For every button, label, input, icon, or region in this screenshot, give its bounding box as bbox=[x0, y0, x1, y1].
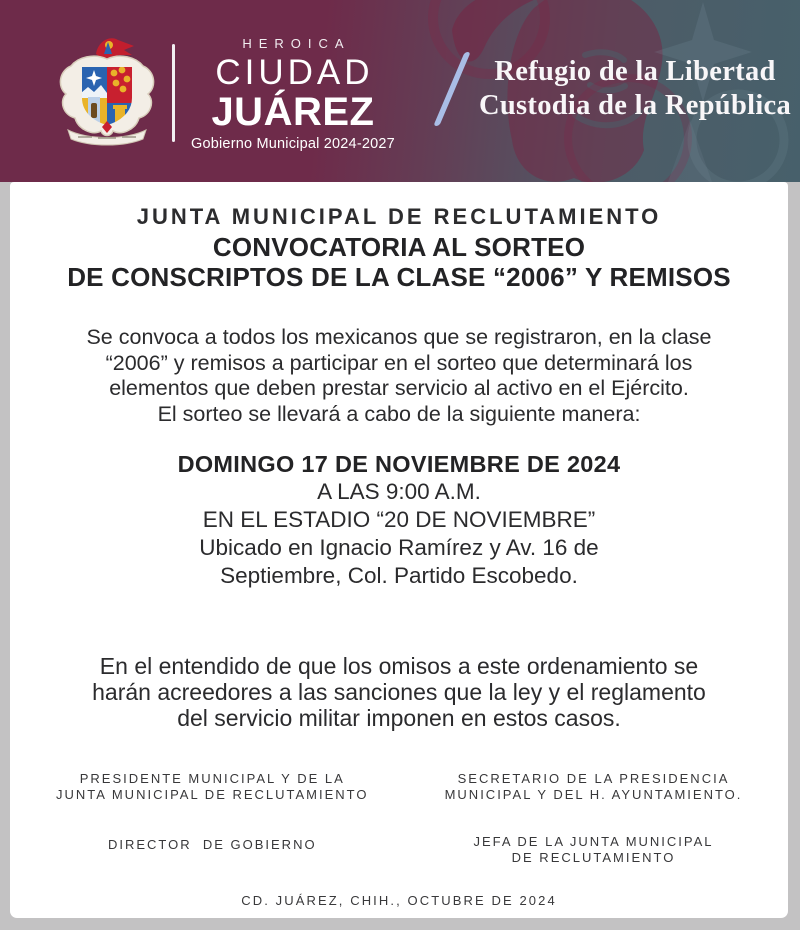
brand-gobierno: Gobierno Municipal 2024-2027 bbox=[191, 136, 395, 152]
slogan-text bbox=[479, 55, 791, 123]
title-conscriptos: DE CONSCRIPTOS DE LA CLASE “2006” Y REMISOS bbox=[67, 262, 731, 292]
intro-line: El sorteo se llevará a cabo de la siguiente manera: bbox=[157, 401, 641, 426]
signature-line: MUNICIPAL Y DEL H. AYUNTAMIENTO. bbox=[444, 786, 743, 802]
event-address-line2: Septiembre, Col. Partido Escobedo. bbox=[220, 563, 578, 588]
intro-line: Se convoca a todos los mexicanos que se registraron, en la clase bbox=[86, 325, 712, 349]
header-divider bbox=[172, 44, 175, 142]
signature-line: JUNTA MUNICIPAL DE RECLUTAMIENTO bbox=[56, 786, 369, 802]
signature-line: JEFA DE LA JUNTA MUNICIPAL bbox=[473, 834, 714, 849]
juarez-coat-of-arms-icon bbox=[52, 32, 162, 150]
event-venue: EN EL ESTADIO “20 DE NOVIEMBRE” bbox=[202, 507, 596, 532]
signature-presidente bbox=[10, 771, 415, 802]
slogan-line2: Custodia de la República bbox=[479, 90, 792, 121]
signature-line: PRESIDENTE MUNICIPAL Y DE LA bbox=[79, 771, 345, 786]
signature-row-2 bbox=[10, 834, 788, 874]
event-date: DOMINGO 17 DE NOVIEMBRE DE 2024 bbox=[177, 451, 621, 477]
announcement-card bbox=[10, 182, 788, 918]
intro-paragraph bbox=[10, 325, 788, 427]
signature-row-1 bbox=[10, 771, 788, 811]
brand-ciudad: CIUDAD bbox=[215, 53, 374, 92]
signature-line: SECRETARIO DE LA PRESIDENCIA bbox=[457, 771, 730, 786]
place-date-footer: CD. JUÁREZ, CHIH., OCTUBRE DE 2024 bbox=[241, 893, 557, 908]
brand-heroica: HEROICA bbox=[242, 36, 351, 51]
signature-secretario bbox=[399, 771, 788, 802]
title-junta: JUNTA MUNICIPAL DE RECLUTAMIENTO bbox=[136, 204, 662, 229]
signature-line: DIRECTOR DE GOBIERNO bbox=[107, 837, 317, 852]
title-convocatoria: CONVOCATORIA AL SORTEO bbox=[212, 232, 586, 262]
city-slogan bbox=[449, 52, 791, 126]
brand-text bbox=[191, 36, 395, 152]
event-time: A LAS 9:00 A.M. bbox=[317, 479, 481, 504]
brand-juarez: JUÁREZ bbox=[211, 90, 375, 134]
signature-director bbox=[10, 834, 415, 853]
warning-line: En el entendido de que los omisos a este ordenamiento se bbox=[99, 653, 699, 679]
signature-line: DE RECLUTAMIENTO bbox=[511, 849, 676, 865]
warning-line: harán acreedores a las sanciones que la ley y el reglamento bbox=[92, 679, 706, 705]
slogan-line1: Refugio de la Libertad bbox=[494, 56, 776, 87]
warning-line: del servicio militar imponen en estos casos. bbox=[177, 705, 621, 731]
event-address-line1: Ubicado en Ignacio Ramírez y Av. 16 de bbox=[199, 535, 599, 560]
intro-line: “2006” y remisos a participar en el sorteo que determinará los bbox=[105, 350, 693, 375]
warning-paragraph bbox=[10, 653, 788, 731]
municipal-brand bbox=[52, 30, 395, 152]
intro-line: elementos que deben prestar servicio al activo en el Ejército. bbox=[109, 376, 689, 400]
event-details bbox=[10, 450, 788, 590]
header-banner bbox=[0, 0, 800, 182]
signature-jefa bbox=[399, 834, 788, 865]
